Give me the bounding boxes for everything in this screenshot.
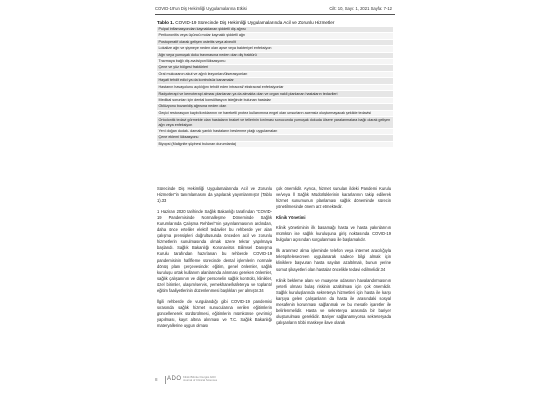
body-paragraph: İlgili rehberde de vurgulandığı gibi COVID-19 pandemisi sırasında sağlık hizmet sunucularına verilen eğitimlerin güncellenerek sürdürülmesi, eğitimlerin mümkünse çevrimiçi yapılması, kayıt altına alınması ve T.C. Sağlık Bakanlığı materyallerine uygun olması xyxy=(157,298,272,328)
table-cell: Biyopsi (Malignite şüphesi bulunan durumlarda) xyxy=(157,141,393,147)
header-volume-info: Cilt: 10, Sayı: 1, 2021 Sayfa: 7-12 xyxy=(329,6,392,11)
table-cell: Çene eklemi lüksasyonu xyxy=(157,135,393,141)
header-article-title: COVID-19'un Diş Hekimliği Uygulamalarına Etkisi xyxy=(155,6,247,11)
table-row xyxy=(157,110,393,117)
table-cell: Lokalize ağrı ve şişmeye neden olan apse veya bakteriyel enfeksiyon xyxy=(157,46,393,52)
table-cell: Travmaya bağlı diş avulsiyon/lüksasyonu xyxy=(157,59,393,65)
body-paragraph: Sürecinde Diş Hekimliği Uygulamalarında Acil ve Zorunlu Hizmetler"in tanımlamasını da yapılarak yayımlanmıştır (Tablo 1).33 xyxy=(157,186,272,204)
left-column xyxy=(157,186,272,334)
body-paragraph: Klinik yönetiminin ilk basamağı hasta ve hasta yakınlarının mümkün ise sağlık kuruluşuna giriş noktasında COVID-19 bulguları açısından sorgulanması ile başlamalıdır. xyxy=(276,225,391,243)
table-cell: Çene ve yüz bölgesi fraktürleri xyxy=(157,65,393,71)
journal-name: Klinik Bilimler Dergisi ADO Journal of Clinical Sciences xyxy=(183,375,218,383)
body-paragraph: Klinik bekleme alanı ve muayene odasının havalandırmasının yeterli olması bulaş riskinin azaltılması için çok önemlidir. Sağlık kuruluşlarında sekreterya hizmetleri için hasta ile karşı karşıya gelen çalışanların da hasta ile arasındaki sosyal mesafenin korunması sağlanmalı ve bu mesafe işaretler ile belirlenmelidir. Hasta ve sekreterya arasında bir bariyer oluşturulması gereklidir. Bariyer sağlanamıyorsa sekreteryada çalışanların tıbbi maskeye ilave olarak xyxy=(276,277,391,325)
table-cell: Radyoterapi ve kemoterapi alması planlanan ya da almakta olan ve organ nakli planlanan hastaların tedavileri xyxy=(157,91,393,98)
table-cell: Pulpal inflamasyondan kaynaklanan şiddetli diş ağrısı xyxy=(157,27,393,33)
table-cell: Hayati tehdit edici ya da kontrolsüz kanamalar xyxy=(157,78,393,84)
table-cell: Ortodontik tedavi görmekte olan hastaların braket ve tellerinin kırılması sonucunda yumuşak dokuda ülsere yaralanmalara bağlı olarak gelişen ağrı veya enfeksiyon xyxy=(157,117,393,128)
table-cell: Postoperatif olarak gelişen osteitis veya alveolit xyxy=(157,39,393,45)
page-number: 8 xyxy=(155,377,158,382)
table-cell: Oklüzyonu bozan/diş ağrısına neden olan xyxy=(157,104,393,110)
table-cell: Ağrı veya yumuşak doku travmasına neden olan diş fraktürü xyxy=(157,52,393,58)
running-header xyxy=(0,4,550,14)
table-caption xyxy=(157,20,334,25)
table-row xyxy=(157,91,393,98)
right-column xyxy=(276,186,391,331)
table-cell: Medikal sorunları için dental konsültasyon isteğinde bulunan hastalar xyxy=(157,97,393,103)
section-heading: Klinik Yönetimi xyxy=(276,215,306,221)
table-row xyxy=(157,117,393,128)
footer-divider xyxy=(165,376,166,384)
emergency-services-table xyxy=(157,27,393,148)
table-cell: Oral mukozanın akut ve ağrılı lezyonları/ülserasyonları xyxy=(157,71,393,77)
table-caption-text: COVID-19 Sürecinde Diş Hekimliği Uygulamalarında Acil ve Zorunlu Hizmetler xyxy=(174,20,335,25)
body-paragraph: İlk aranmez alma işleminde telefon veya internet aracılığıyla teletıp/telesecreen uygulanarak sadece bilgi almak için kliniklere başvuran hasta sayıları azaltılmalı, bunun yerine somut şikayetleri olan hastalar öncelikle tedavi edilmelidir.34 xyxy=(276,248,391,272)
header-rule xyxy=(155,14,395,15)
table-cell: Yeni doğan dudak- damak yarıklı hastaların beslenme plağı uygulamaları xyxy=(157,128,393,134)
table-row xyxy=(157,141,393,147)
table-caption-label: Tablo 1. xyxy=(157,20,175,25)
table-cell: Geçici restorasyon kaybı/kırıklarının ve hareketli protez kullanımına engel olan unsurların acemsiz oluşturmayacak şekilde tedavisi xyxy=(157,110,393,117)
body-paragraph: 1 Haziran 2020 tarihinde Sağlık Bakanlığı tarafından "COVID-19 Pandemisinde Normalleşme Döneminde Sağlık Kurumlarında Çalışma Rehberi"nin yayınlanmasının ardından, daha önce erteliler elektif tedaviler bu rehberde yer alan çalışma prensipleri doğrultusunda önceden acil ve zorunlu hizmetlerin sunulmasında olmak üzere tekrar yapılmaya başlandı. Sağlık Bakanlığı Koronavirüs Bilimsel Danışma Kurulu tarafından hazırlanan bu rehberde COVID-19 pandemisinin hafifleme sürecinde dental işlemlerin normale dönüş planı çerçevesinde: eğitim, genel önlemler, sağlık kuruluşu ortak kullanım alanlarında alınması gereken önlemler, sağlık çalışanının ve diğer personelin sağlık kontrolü, klinikler, özel birimler, ulaşım/servis, yemekhane/kafeterya ve toplantı/ eğitim faaliyetlerinin düzenlenmesi başlıkları yer almıştır.34 xyxy=(157,209,272,293)
table-cell: Hastanın havayolunu açıklığını tehdit eden intraoral/ ekstraoral enfeksiyonlar xyxy=(157,84,393,90)
journal-logo: ADO xyxy=(167,376,182,382)
table-cell: Perikoronitis veya üçüncü molar kaynaklı şiddetli ağrı xyxy=(157,33,393,39)
body-paragraph: çok önemlidir. Ayrıca, hizmet sunulan ildeki Pandemi Kurulu ve/veya İl Sağlık Müdürlüklerinin kararlarının takip edilerek hizmet sunumunun planlaması sağlık döneminde sürecin yönetilmesinde önem arz etmektedir. xyxy=(276,186,391,210)
